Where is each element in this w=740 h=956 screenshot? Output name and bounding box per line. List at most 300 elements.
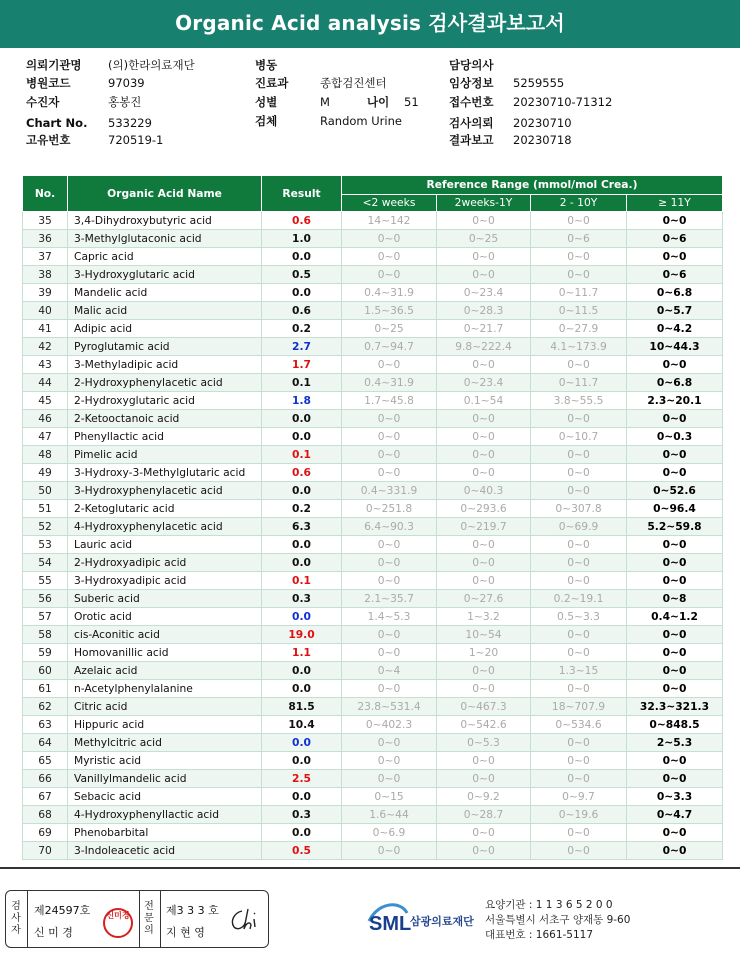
ref-over-11y: 0~52.6 <box>627 482 723 500</box>
acid-name: Citric acid <box>68 698 262 716</box>
result-value: 0.0 <box>262 536 342 554</box>
col-header-result: Result <box>262 176 342 212</box>
row-number: 68 <box>23 806 68 824</box>
ref-2weeks-1y: 0~0 <box>437 410 531 428</box>
table-row <box>23 302 723 320</box>
ref-under-2-weeks: 0~0 <box>342 536 437 554</box>
result-value: 0.0 <box>262 554 342 572</box>
specimen-value: Random Urine <box>320 114 402 128</box>
result-value: 1.7 <box>262 356 342 374</box>
ref-under-2-weeks: 0~0 <box>342 680 437 698</box>
ref-2-10y: 0~0 <box>531 446 627 464</box>
result-value: 0.0 <box>262 680 342 698</box>
ref-2weeks-1y: 0~0 <box>437 428 531 446</box>
ref-under-2-weeks: 0~6.9 <box>342 824 437 842</box>
specialist-label: 전문의 <box>144 901 154 936</box>
ref-2weeks-1y: 0~0 <box>437 824 531 842</box>
row-number: 58 <box>23 626 68 644</box>
row-number: 62 <box>23 698 68 716</box>
ref-under-2-weeks: 0~0 <box>342 248 437 266</box>
ref-under-2-weeks: 0~0 <box>342 770 437 788</box>
ref-2weeks-1y: 0~0 <box>437 752 531 770</box>
unique-value: 720519-1 <box>108 133 164 147</box>
ref-2-10y: 0~0 <box>531 356 627 374</box>
row-number: 45 <box>23 392 68 410</box>
result-value: 10.4 <box>262 716 342 734</box>
row-number: 60 <box>23 662 68 680</box>
row-number: 36 <box>23 230 68 248</box>
ref-2weeks-1y: 0~0 <box>437 680 531 698</box>
ref-over-11y: 0~4.7 <box>627 806 723 824</box>
ref-2-10y: 0~11.5 <box>531 302 627 320</box>
acid-name: 4-Hydroxyphenylacetic acid <box>68 518 262 536</box>
ref-over-11y: 0~96.4 <box>627 500 723 518</box>
table-row <box>23 212 723 230</box>
table-row <box>23 338 723 356</box>
acid-name: Vanillylmandelic acid <box>68 770 262 788</box>
ref-over-11y: 0~0 <box>627 644 723 662</box>
ref-2weeks-1y: 0~0 <box>437 842 531 860</box>
table-row <box>23 572 723 590</box>
result-value: 0.6 <box>262 212 342 230</box>
acid-name: 3-Hydroxy-3-Methylglutaric acid <box>68 464 262 482</box>
acid-name: 4-Hydroxyphenyllactic acid <box>68 806 262 824</box>
ref-2weeks-1y: 0~28.7 <box>437 806 531 824</box>
specialist-name: 지 현 영 <box>166 926 205 939</box>
result-value: 2.7 <box>262 338 342 356</box>
age-label: 나이 <box>367 95 390 109</box>
ref-2-10y: 0~69.9 <box>531 518 627 536</box>
ref-2weeks-1y: 0~0 <box>437 266 531 284</box>
acid-name: cis-Aconitic acid <box>68 626 262 644</box>
age-value: 51 <box>404 95 419 109</box>
ref-over-11y: 0~0.3 <box>627 428 723 446</box>
row-number: 35 <box>23 212 68 230</box>
result-value: 1.8 <box>262 392 342 410</box>
ref-under-2-weeks: 0~0 <box>342 554 437 572</box>
ref-2weeks-1y: 0~293.6 <box>437 500 531 518</box>
row-number: 54 <box>23 554 68 572</box>
seal-stamp: 신미경 <box>103 908 133 938</box>
ref-under-2-weeks: 0~0 <box>342 266 437 284</box>
acid-name: Pyroglutamic acid <box>68 338 262 356</box>
ref-over-11y: 0~0 <box>627 554 723 572</box>
ref-over-11y: 0.4~1.2 <box>627 608 723 626</box>
acid-name: 3-Hydroxyphenylacetic acid <box>68 482 262 500</box>
ref-over-11y: 0~0 <box>627 824 723 842</box>
results-table <box>22 175 723 860</box>
result-value: 0.0 <box>262 752 342 770</box>
table-row <box>23 266 723 284</box>
row-number: 39 <box>23 284 68 302</box>
ref-over-11y: 0~0 <box>627 680 723 698</box>
acid-name: Orotic acid <box>68 608 262 626</box>
table-row <box>23 824 723 842</box>
request-label: 검사의뢰 <box>449 116 494 130</box>
ref-under-2-weeks: 2.1~35.7 <box>342 590 437 608</box>
result-value: 0.6 <box>262 464 342 482</box>
ref-2-10y: 0~0 <box>531 554 627 572</box>
acid-name: 3,4-Dihydroxybutyric acid <box>68 212 262 230</box>
hospital-value: (의)한라의료재단 <box>108 58 195 72</box>
table-row <box>23 554 723 572</box>
ref-2weeks-1y: 0~0 <box>437 536 531 554</box>
ref-over-11y: 0~4.2 <box>627 320 723 338</box>
acid-name: Myristic acid <box>68 752 262 770</box>
row-number: 49 <box>23 464 68 482</box>
ref-2-10y: 0~0 <box>531 644 627 662</box>
examiner-name: 신 미 경 <box>34 926 73 939</box>
ref-under-2-weeks: 0~0 <box>342 410 437 428</box>
unique-label: 고유번호 <box>26 133 71 147</box>
ref-2-10y: 3.8~55.5 <box>531 392 627 410</box>
ref-2weeks-1y: 0~0 <box>437 446 531 464</box>
row-number: 70 <box>23 842 68 860</box>
receiver-value: 홍봉진 <box>108 95 142 109</box>
ref-under-2-weeks: 0~0 <box>342 644 437 662</box>
row-number: 44 <box>23 374 68 392</box>
ref-2-10y: 0~0 <box>531 680 627 698</box>
ref-2weeks-1y: 0~23.4 <box>437 374 531 392</box>
table-row <box>23 536 723 554</box>
svg-text:삼광의료재단: 삼광의료재단 <box>410 915 474 928</box>
ref-under-2-weeks: 0~0 <box>342 230 437 248</box>
table-row <box>23 698 723 716</box>
result-value: 0.1 <box>262 374 342 392</box>
ref-under-2-weeks: 0~0 <box>342 356 437 374</box>
ref-2weeks-1y: 10~54 <box>437 626 531 644</box>
table-row <box>23 518 723 536</box>
result-value: 2.5 <box>262 770 342 788</box>
ref-2-10y: 0~0 <box>531 464 627 482</box>
table-row <box>23 410 723 428</box>
ref-under-2-weeks: 14~142 <box>342 212 437 230</box>
acid-name: 3-Methylglutaconic acid <box>68 230 262 248</box>
ref-2-10y: 0~27.9 <box>531 320 627 338</box>
acid-name: Phenobarbital <box>68 824 262 842</box>
result-value: 1.1 <box>262 644 342 662</box>
ref-under-2-weeks: 0~0 <box>342 572 437 590</box>
ref-over-11y: 0~6.8 <box>627 374 723 392</box>
ref-over-11y: 0~6 <box>627 230 723 248</box>
table-row <box>23 374 723 392</box>
table-row <box>23 644 723 662</box>
ref-under-2-weeks: 0~251.8 <box>342 500 437 518</box>
clinical-value: 5259555 <box>513 76 565 90</box>
result-value: 81.5 <box>262 698 342 716</box>
ref-over-11y: 2~5.3 <box>627 734 723 752</box>
ref-over-11y: 0~0 <box>627 536 723 554</box>
row-number: 50 <box>23 482 68 500</box>
report-value: 20230718 <box>513 133 572 147</box>
row-number: 51 <box>23 500 68 518</box>
lab-code: 요양기관 : 1 1 3 6 5 2 0 0 <box>485 899 613 911</box>
acid-name: Capric acid <box>68 248 262 266</box>
ref-under-2-weeks: 0~0 <box>342 842 437 860</box>
ref-over-11y: 0~0 <box>627 662 723 680</box>
acid-name: Azelaic acid <box>68 662 262 680</box>
col-header-ref-4: ≥ 11Y <box>627 195 723 212</box>
ref-2weeks-1y: 0~28.3 <box>437 302 531 320</box>
acid-name: Sebacic acid <box>68 788 262 806</box>
col-header-ref-2: 2weeks-1Y <box>437 195 531 212</box>
reception-value: 20230710-71312 <box>513 95 613 109</box>
table-row <box>23 680 723 698</box>
lab-info <box>485 898 630 943</box>
ref-over-11y: 0~0 <box>627 464 723 482</box>
ref-over-11y: 0~8 <box>627 590 723 608</box>
ref-2weeks-1y: 0~9.2 <box>437 788 531 806</box>
chart-value: 533229 <box>108 116 152 130</box>
ref-under-2-weeks: 0~15 <box>342 788 437 806</box>
table-row <box>23 500 723 518</box>
row-number: 37 <box>23 248 68 266</box>
ref-over-11y: 0~0 <box>627 572 723 590</box>
ref-under-2-weeks: 23.8~531.4 <box>342 698 437 716</box>
row-number: 59 <box>23 644 68 662</box>
ref-2weeks-1y: 0~0 <box>437 212 531 230</box>
ref-under-2-weeks: 0~0 <box>342 734 437 752</box>
table-row <box>23 788 723 806</box>
ref-2-10y: 0~0 <box>531 266 627 284</box>
specialist-number: 제3 3 3 호 <box>166 904 219 917</box>
row-number: 38 <box>23 266 68 284</box>
table-row <box>23 428 723 446</box>
ref-under-2-weeks: 0.7~94.7 <box>342 338 437 356</box>
result-value: 0.2 <box>262 500 342 518</box>
doctor-label: 담당의사 <box>449 58 494 72</box>
code-label: 병원코드 <box>26 76 71 90</box>
ref-over-11y: 0~6.8 <box>627 284 723 302</box>
lab-phone: 대표번호 : 1661-5117 <box>485 929 594 941</box>
row-number: 56 <box>23 590 68 608</box>
result-value: 0.0 <box>262 248 342 266</box>
ref-2-10y: 1.3~15 <box>531 662 627 680</box>
col-header-no: No. <box>23 176 68 212</box>
result-value: 0.0 <box>262 608 342 626</box>
ref-2-10y: 18~707.9 <box>531 698 627 716</box>
ref-under-2-weeks: 0~0 <box>342 464 437 482</box>
ref-2weeks-1y: 0~25 <box>437 230 531 248</box>
ref-2-10y: 0~534.6 <box>531 716 627 734</box>
ref-2-10y: 0~0 <box>531 536 627 554</box>
dept-value: 종합검진센터 <box>320 76 387 90</box>
ref-under-2-weeks: 0~0 <box>342 752 437 770</box>
table-row <box>23 590 723 608</box>
table-row <box>23 716 723 734</box>
ref-2weeks-1y: 1~3.2 <box>437 608 531 626</box>
ref-under-2-weeks: 0~25 <box>342 320 437 338</box>
ref-under-2-weeks: 1.5~36.5 <box>342 302 437 320</box>
acid-name: Methylcitric acid <box>68 734 262 752</box>
table-row <box>23 626 723 644</box>
result-value: 0.0 <box>262 428 342 446</box>
result-value: 0.0 <box>262 824 342 842</box>
ref-under-2-weeks: 0.4~331.9 <box>342 482 437 500</box>
ref-2weeks-1y: 0.1~54 <box>437 392 531 410</box>
code-value: 97039 <box>108 76 145 90</box>
ref-over-11y: 0~5.7 <box>627 302 723 320</box>
table-row <box>23 356 723 374</box>
acid-name: Suberic acid <box>68 590 262 608</box>
ref-under-2-weeks: 1.7~45.8 <box>342 392 437 410</box>
ref-over-11y: 0~848.5 <box>627 716 723 734</box>
result-value: 6.3 <box>262 518 342 536</box>
ref-over-11y: 0~0 <box>627 842 723 860</box>
ref-over-11y: 2.3~20.1 <box>627 392 723 410</box>
result-value: 0.0 <box>262 284 342 302</box>
table-row <box>23 446 723 464</box>
table-row <box>23 770 723 788</box>
result-value: 0.0 <box>262 662 342 680</box>
ref-2-10y: 0~11.7 <box>531 284 627 302</box>
ref-2weeks-1y: 0~5.3 <box>437 734 531 752</box>
footer-divider <box>0 867 740 869</box>
ref-under-2-weeks: 1.4~5.3 <box>342 608 437 626</box>
acid-name: Lauric acid <box>68 536 262 554</box>
hospital-label: 의뢰기관명 <box>26 58 82 72</box>
ref-2-10y: 0~0 <box>531 734 627 752</box>
request-value: 20230710 <box>513 116 572 130</box>
acid-name: 3-Methyladipic acid <box>68 356 262 374</box>
acid-name: Homovanillic acid <box>68 644 262 662</box>
row-number: 67 <box>23 788 68 806</box>
table-row <box>23 752 723 770</box>
ref-over-11y: 0~0 <box>627 410 723 428</box>
ref-2weeks-1y: 0~0 <box>437 356 531 374</box>
row-number: 46 <box>23 410 68 428</box>
report-title: Organic Acid analysis 검사결과보고서 <box>175 11 565 35</box>
ref-2weeks-1y: 0~23.4 <box>437 284 531 302</box>
ref-under-2-weeks: 0~0 <box>342 626 437 644</box>
clinical-label: 임상정보 <box>449 76 494 90</box>
ref-under-2-weeks: 0~0 <box>342 446 437 464</box>
ref-2weeks-1y: 0~0 <box>437 572 531 590</box>
result-value: 0.6 <box>262 302 342 320</box>
result-value: 0.5 <box>262 842 342 860</box>
ref-over-11y: 10~44.3 <box>627 338 723 356</box>
ref-2-10y: 0~6 <box>531 230 627 248</box>
acid-name: Pimelic acid <box>68 446 262 464</box>
result-value: 1.0 <box>262 230 342 248</box>
col-header-name: Organic Acid Name <box>68 176 262 212</box>
ref-under-2-weeks: 6.4~90.3 <box>342 518 437 536</box>
acid-name: 3-Hydroxyadipic acid <box>68 572 262 590</box>
ref-2-10y: 0~0 <box>531 572 627 590</box>
table-row <box>23 392 723 410</box>
col-header-reference: Reference Range (mmol/mol Crea.) <box>342 176 723 195</box>
ref-2-10y: 0~9.7 <box>531 788 627 806</box>
ref-2weeks-1y: 0~219.7 <box>437 518 531 536</box>
ref-under-2-weeks: 0.4~31.9 <box>342 374 437 392</box>
ref-2-10y: 0~0 <box>531 212 627 230</box>
table-row <box>23 464 723 482</box>
acid-name: 2-Ketooctanoic acid <box>68 410 262 428</box>
ref-under-2-weeks: 0~402.3 <box>342 716 437 734</box>
col-header-ref-1: <2 weeks <box>342 195 437 212</box>
sml-logo <box>367 897 487 937</box>
result-value: 0.3 <box>262 590 342 608</box>
acid-name: 3-Hydroxyglutaric acid <box>68 266 262 284</box>
table-row <box>23 248 723 266</box>
ref-over-11y: 0~0 <box>627 248 723 266</box>
chart-label: Chart No. <box>26 116 88 130</box>
ref-under-2-weeks: 0~0 <box>342 428 437 446</box>
row-number: 64 <box>23 734 68 752</box>
specimen-label: 검체 <box>255 114 278 128</box>
acid-name: 3-Indoleacetic acid <box>68 842 262 860</box>
sex-label: 성별 <box>255 95 278 109</box>
ref-2weeks-1y: 0~0 <box>437 464 531 482</box>
row-number: 66 <box>23 770 68 788</box>
ref-2weeks-1y: 0~21.7 <box>437 320 531 338</box>
row-number: 61 <box>23 680 68 698</box>
ref-over-11y: 5.2~59.8 <box>627 518 723 536</box>
result-value: 0.3 <box>262 806 342 824</box>
row-number: 42 <box>23 338 68 356</box>
ref-under-2-weeks: 1.6~44 <box>342 806 437 824</box>
ref-over-11y: 0~3.3 <box>627 788 723 806</box>
results-body <box>23 212 723 860</box>
patient-info <box>24 56 724 152</box>
examiner-label: 검사자 <box>11 901 21 936</box>
ref-2-10y: 0~0 <box>531 410 627 428</box>
result-value: 0.0 <box>262 410 342 428</box>
ref-over-11y: 0~0 <box>627 446 723 464</box>
acid-name: Malic acid <box>68 302 262 320</box>
acid-name: Mandelic acid <box>68 284 262 302</box>
ref-2-10y: 0.5~3.3 <box>531 608 627 626</box>
table-row <box>23 482 723 500</box>
sex-value: M <box>320 95 330 109</box>
ref-2-10y: 0~0 <box>531 770 627 788</box>
table-row <box>23 842 723 860</box>
row-number: 40 <box>23 302 68 320</box>
result-value: 0.5 <box>262 266 342 284</box>
ref-2-10y: 0~0 <box>531 626 627 644</box>
result-value: 0.2 <box>262 320 342 338</box>
result-value: 0.0 <box>262 482 342 500</box>
ref-2weeks-1y: 0~467.3 <box>437 698 531 716</box>
ref-2weeks-1y: 0~0 <box>437 662 531 680</box>
ref-over-11y: 0~0 <box>627 752 723 770</box>
dept-label: 진료과 <box>255 76 289 90</box>
ward-label: 병동 <box>255 58 278 72</box>
table-row <box>23 284 723 302</box>
row-number: 69 <box>23 824 68 842</box>
acid-name: Hippuric acid <box>68 716 262 734</box>
row-number: 41 <box>23 320 68 338</box>
signature-box <box>5 890 269 948</box>
row-number: 48 <box>23 446 68 464</box>
ref-2weeks-1y: 0~0 <box>437 770 531 788</box>
acid-name: 2-Hydroxyphenylacetic acid <box>68 374 262 392</box>
examiner-number: 제24597호 <box>34 904 91 917</box>
table-row <box>23 806 723 824</box>
ref-over-11y: 0~0 <box>627 770 723 788</box>
ref-2-10y: 0~19.6 <box>531 806 627 824</box>
report-label: 결과보고 <box>449 133 494 147</box>
ref-over-11y: 0~6 <box>627 266 723 284</box>
ref-2-10y: 0~0 <box>531 824 627 842</box>
table-row <box>23 662 723 680</box>
table-row <box>23 320 723 338</box>
ref-2-10y: 0~11.7 <box>531 374 627 392</box>
ref-2weeks-1y: 0~27.6 <box>437 590 531 608</box>
ref-2-10y: 0~0 <box>531 482 627 500</box>
col-header-ref-3: 2 - 10Y <box>531 195 627 212</box>
ref-2-10y: 0~307.8 <box>531 500 627 518</box>
